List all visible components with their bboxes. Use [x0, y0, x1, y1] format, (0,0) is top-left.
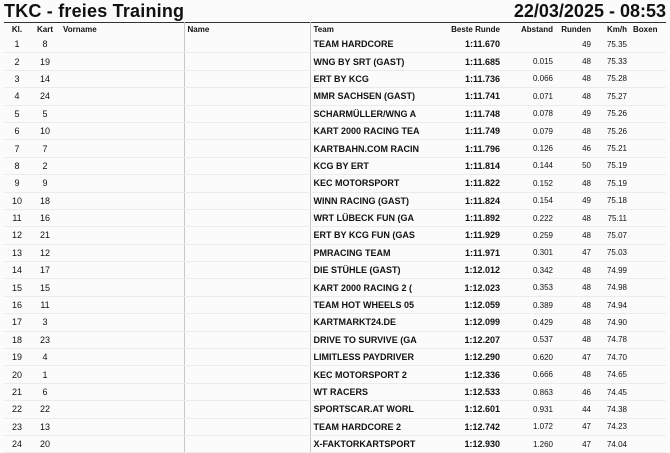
- cell-speed: 74.65: [594, 366, 630, 383]
- page-title: TKC - freies Training: [4, 1, 185, 21]
- table-row: [4, 70, 666, 87]
- cell-firstname: [60, 140, 184, 157]
- cell-lastname: [184, 53, 310, 70]
- cell-laps: 44: [556, 401, 594, 418]
- cell-laps: 48: [556, 88, 594, 105]
- cell-gap: 0.666: [506, 366, 556, 383]
- col-header-speed: Km/h: [607, 24, 627, 34]
- cell-speed: 75.03: [594, 244, 630, 261]
- cell-laps: 47: [556, 418, 594, 435]
- cell-team: KARTMARKT24.DE: [310, 314, 430, 331]
- cell-pits: [630, 349, 666, 366]
- cell-best-lap: 1:11.824: [430, 192, 506, 209]
- cell-kart: 12: [30, 244, 60, 261]
- cell-firstname: [60, 296, 184, 313]
- cell-laps: 48: [556, 314, 594, 331]
- cell-position: 16: [4, 296, 30, 313]
- cell-pits: [630, 122, 666, 139]
- cell-team: ERT BY KCG: [310, 70, 430, 87]
- cell-speed: 74.38: [594, 401, 630, 418]
- cell-speed: 75.26: [594, 105, 630, 122]
- col-header-laps: Runden: [561, 24, 591, 34]
- cell-lastname: [184, 36, 310, 53]
- cell-firstname: [60, 331, 184, 348]
- cell-speed: 74.23: [594, 418, 630, 435]
- cell-team: LIMITLESS PAYDRIVER: [310, 349, 430, 366]
- table-row: [4, 122, 666, 139]
- cell-kart: 24: [30, 88, 60, 105]
- col-header-position: Kl.: [11, 24, 23, 34]
- cell-firstname: [60, 366, 184, 383]
- cell-lastname: [184, 366, 310, 383]
- cell-kart: 19: [30, 53, 60, 70]
- cell-team: ERT BY KCG FUN (GAS: [310, 227, 430, 244]
- cell-best-lap: 1:11.741: [430, 88, 506, 105]
- cell-position: 20: [4, 366, 30, 383]
- cell-position: 18: [4, 331, 30, 348]
- cell-best-lap: 1:11.814: [430, 157, 506, 174]
- cell-gap: 0.079: [506, 122, 556, 139]
- cell-firstname: [60, 88, 184, 105]
- table-row: [4, 88, 666, 105]
- cell-best-lap: 1:11.736: [430, 70, 506, 87]
- cell-kart: 3: [30, 314, 60, 331]
- page-header: [4, 0, 666, 22]
- cell-pits: [630, 88, 666, 105]
- cell-team: KEC MOTORSPORT 2: [310, 366, 430, 383]
- cell-best-lap: 1:12.533: [430, 383, 506, 400]
- cell-laps: 48: [556, 262, 594, 279]
- cell-kart: 10: [30, 122, 60, 139]
- cell-firstname: [60, 70, 184, 87]
- table-row: [4, 192, 666, 209]
- cell-pits: [630, 53, 666, 70]
- cell-best-lap: 1:12.742: [430, 418, 506, 435]
- cell-position: 23: [4, 418, 30, 435]
- cell-position: 5: [4, 105, 30, 122]
- table-row: [4, 227, 666, 244]
- cell-gap: 0.222: [506, 209, 556, 226]
- cell-best-lap: 1:12.601: [430, 401, 506, 418]
- cell-best-lap: 1:11.748: [430, 105, 506, 122]
- cell-best-lap: 1:12.207: [430, 331, 506, 348]
- cell-kart: 18: [30, 192, 60, 209]
- cell-pits: [630, 157, 666, 174]
- cell-pits: [630, 140, 666, 157]
- cell-kart: 8: [30, 36, 60, 53]
- cell-lastname: [184, 105, 310, 122]
- cell-gap: 0.152: [506, 175, 556, 192]
- cell-speed: 75.26: [594, 122, 630, 139]
- cell-pits: [630, 36, 666, 53]
- cell-firstname: [60, 279, 184, 296]
- cell-team: DRIVE TO SURVIVE (GA: [310, 331, 430, 348]
- table-row: [4, 157, 666, 174]
- cell-speed: 74.90: [594, 314, 630, 331]
- table-row: [4, 314, 666, 331]
- cell-best-lap: 1:11.971: [430, 244, 506, 261]
- cell-lastname: [184, 140, 310, 157]
- cell-team: PMRACING TEAM: [310, 244, 430, 261]
- cell-team: TEAM HARDCORE 2: [310, 418, 430, 435]
- cell-position: 19: [4, 349, 30, 366]
- cell-position: 10: [4, 192, 30, 209]
- table-row: [4, 435, 666, 452]
- cell-kart: 17: [30, 262, 60, 279]
- cell-laps: 49: [556, 192, 594, 209]
- cell-pits: [630, 296, 666, 313]
- table-row: [4, 209, 666, 226]
- cell-team: WINN RACING (GAST): [310, 192, 430, 209]
- cell-position: 22: [4, 401, 30, 418]
- table-row: [4, 279, 666, 296]
- cell-lastname: [184, 383, 310, 400]
- cell-speed: 75.19: [594, 175, 630, 192]
- cell-position: 17: [4, 314, 30, 331]
- cell-speed: 75.18: [594, 192, 630, 209]
- cell-laps: 48: [556, 279, 594, 296]
- cell-laps: 46: [556, 383, 594, 400]
- cell-lastname: [184, 209, 310, 226]
- cell-best-lap: 1:12.930: [430, 435, 506, 452]
- cell-position: 7: [4, 140, 30, 157]
- cell-laps: 48: [556, 209, 594, 226]
- cell-kart: 14: [30, 70, 60, 87]
- cell-team: X-FAKTORKARTSPORT: [310, 435, 430, 452]
- cell-kart: 9: [30, 175, 60, 192]
- col-header-firstname: Vorname: [60, 22, 184, 36]
- cell-pits: [630, 262, 666, 279]
- cell-speed: 74.45: [594, 383, 630, 400]
- cell-best-lap: 1:11.796: [430, 140, 506, 157]
- cell-team: WT RACERS: [310, 383, 430, 400]
- cell-kart: 16: [30, 209, 60, 226]
- cell-laps: 47: [556, 349, 594, 366]
- table-row: [4, 331, 666, 348]
- cell-lastname: [184, 122, 310, 139]
- cell-pits: [630, 279, 666, 296]
- table-row: [4, 262, 666, 279]
- table-row: [4, 366, 666, 383]
- cell-lastname: [184, 70, 310, 87]
- cell-lastname: [184, 262, 310, 279]
- cell-kart: 7: [30, 140, 60, 157]
- cell-firstname: [60, 53, 184, 70]
- cell-best-lap: 1:11.685: [430, 53, 506, 70]
- cell-speed: 75.28: [594, 70, 630, 87]
- cell-lastname: [184, 244, 310, 261]
- cell-gap: 1.072: [506, 418, 556, 435]
- cell-best-lap: 1:11.749: [430, 122, 506, 139]
- cell-team: SCHARMÜLLER/WNG A: [310, 105, 430, 122]
- cell-position: 3: [4, 70, 30, 87]
- cell-speed: 74.98: [594, 279, 630, 296]
- cell-position: 9: [4, 175, 30, 192]
- cell-pits: [630, 244, 666, 261]
- cell-laps: 46: [556, 140, 594, 157]
- cell-team: MMR SACHSEN (GAST): [310, 88, 430, 105]
- cell-laps: 50: [556, 157, 594, 174]
- cell-position: 11: [4, 209, 30, 226]
- cell-team: KART 2000 RACING 2 (: [310, 279, 430, 296]
- cell-kart: 20: [30, 435, 60, 452]
- cell-speed: 75.27: [594, 88, 630, 105]
- cell-pits: [630, 105, 666, 122]
- cell-gap: 0.537: [506, 331, 556, 348]
- cell-position: 13: [4, 244, 30, 261]
- cell-team: WNG BY SRT (GAST): [310, 53, 430, 70]
- cell-position: 1: [4, 36, 30, 53]
- table-row: [4, 105, 666, 122]
- cell-team: KEC MOTORSPORT: [310, 175, 430, 192]
- cell-laps: 48: [556, 296, 594, 313]
- cell-laps: 48: [556, 53, 594, 70]
- cell-gap: 0.342: [506, 262, 556, 279]
- cell-laps: 48: [556, 175, 594, 192]
- cell-position: 15: [4, 279, 30, 296]
- cell-firstname: [60, 383, 184, 400]
- cell-best-lap: 1:12.290: [430, 349, 506, 366]
- cell-lastname: [184, 192, 310, 209]
- cell-gap: 0.078: [506, 105, 556, 122]
- cell-laps: 47: [556, 244, 594, 261]
- cell-gap: 0.620: [506, 349, 556, 366]
- cell-best-lap: 1:12.336: [430, 366, 506, 383]
- cell-kart: 1: [30, 366, 60, 383]
- cell-laps: 48: [556, 122, 594, 139]
- table-row: [4, 383, 666, 400]
- cell-team: SPORTSCAR.AT WORL: [310, 401, 430, 418]
- cell-pits: [630, 331, 666, 348]
- cell-position: 2: [4, 53, 30, 70]
- cell-position: 4: [4, 88, 30, 105]
- cell-laps: 48: [556, 227, 594, 244]
- col-header-lastname: Name: [184, 22, 310, 36]
- cell-kart: 4: [30, 349, 60, 366]
- cell-pits: [630, 366, 666, 383]
- cell-lastname: [184, 349, 310, 366]
- cell-best-lap: 1:11.670: [430, 36, 506, 53]
- cell-position: 12: [4, 227, 30, 244]
- table-row: [4, 401, 666, 418]
- table-row: [4, 140, 666, 157]
- cell-speed: 74.70: [594, 349, 630, 366]
- cell-kart: 23: [30, 331, 60, 348]
- cell-position: 8: [4, 157, 30, 174]
- cell-kart: 5: [30, 105, 60, 122]
- cell-lastname: [184, 401, 310, 418]
- cell-lastname: [184, 331, 310, 348]
- cell-gap: 0.066: [506, 70, 556, 87]
- cell-speed: 75.19: [594, 157, 630, 174]
- cell-firstname: [60, 314, 184, 331]
- col-header-gap: Abstand: [521, 24, 553, 34]
- cell-team: TEAM HOT WHEELS 05: [310, 296, 430, 313]
- cell-gap: 0.071: [506, 88, 556, 105]
- col-header-best-lap: Beste Runde: [451, 24, 500, 34]
- cell-speed: 75.11: [594, 209, 630, 226]
- table-row: [4, 296, 666, 313]
- cell-best-lap: 1:11.892: [430, 209, 506, 226]
- table-row: [4, 36, 666, 53]
- cell-team: WRT LÜBECK FUN (GA: [310, 209, 430, 226]
- cell-gap: 0.144: [506, 157, 556, 174]
- cell-pits: [630, 401, 666, 418]
- table-row: [4, 175, 666, 192]
- cell-position: 6: [4, 122, 30, 139]
- cell-firstname: [60, 36, 184, 53]
- cell-speed: 75.21: [594, 140, 630, 157]
- table-row: [4, 349, 666, 366]
- cell-position: 21: [4, 383, 30, 400]
- cell-kart: 6: [30, 383, 60, 400]
- cell-kart: 2: [30, 157, 60, 174]
- cell-pits: [630, 227, 666, 244]
- cell-best-lap: 1:11.822: [430, 175, 506, 192]
- cell-best-lap: 1:12.023: [430, 279, 506, 296]
- table-row: [4, 244, 666, 261]
- cell-pits: [630, 383, 666, 400]
- cell-laps: 48: [556, 70, 594, 87]
- cell-gap: 1.260: [506, 435, 556, 452]
- cell-best-lap: 1:12.012: [430, 262, 506, 279]
- col-header-team: Team: [313, 24, 334, 34]
- cell-team: TEAM HARDCORE: [310, 36, 430, 53]
- cell-firstname: [60, 122, 184, 139]
- cell-laps: 48: [556, 366, 594, 383]
- cell-firstname: [60, 157, 184, 174]
- cell-position: 14: [4, 262, 30, 279]
- table-row: [4, 53, 666, 70]
- cell-gap: 0.154: [506, 192, 556, 209]
- cell-lastname: [184, 88, 310, 105]
- cell-team: KARTBAHN.COM RACIN: [310, 140, 430, 157]
- results-table: [4, 22, 666, 453]
- cell-gap: 0.863: [506, 383, 556, 400]
- col-header-pits: Boxen: [633, 24, 658, 34]
- cell-firstname: [60, 262, 184, 279]
- cell-pits: [630, 435, 666, 452]
- cell-firstname: [60, 175, 184, 192]
- cell-kart: 13: [30, 418, 60, 435]
- cell-speed: 75.33: [594, 53, 630, 70]
- cell-kart: 15: [30, 279, 60, 296]
- cell-laps: 49: [556, 36, 594, 53]
- cell-gap: 0.389: [506, 296, 556, 313]
- cell-gap: 0.126: [506, 140, 556, 157]
- cell-lastname: [184, 314, 310, 331]
- cell-best-lap: 1:11.929: [430, 227, 506, 244]
- cell-firstname: [60, 349, 184, 366]
- cell-speed: 74.78: [594, 331, 630, 348]
- cell-gap: 0.429: [506, 314, 556, 331]
- cell-lastname: [184, 227, 310, 244]
- cell-gap: [506, 36, 556, 53]
- cell-team: KCG BY ERT: [310, 157, 430, 174]
- cell-speed: 75.07: [594, 227, 630, 244]
- cell-kart: 22: [30, 401, 60, 418]
- cell-best-lap: 1:12.099: [430, 314, 506, 331]
- cell-kart: 21: [30, 227, 60, 244]
- cell-pits: [630, 314, 666, 331]
- cell-lastname: [184, 296, 310, 313]
- cell-firstname: [60, 401, 184, 418]
- cell-speed: 74.99: [594, 262, 630, 279]
- cell-team: KART 2000 RACING TEA: [310, 122, 430, 139]
- cell-speed: 74.94: [594, 296, 630, 313]
- cell-pits: [630, 192, 666, 209]
- cell-speed: 74.04: [594, 435, 630, 452]
- cell-pits: [630, 175, 666, 192]
- cell-position: 24: [4, 435, 30, 452]
- cell-lastname: [184, 157, 310, 174]
- cell-laps: 48: [556, 331, 594, 348]
- cell-firstname: [60, 227, 184, 244]
- cell-gap: 0.931: [506, 401, 556, 418]
- cell-kart: 11: [30, 296, 60, 313]
- cell-lastname: [184, 435, 310, 452]
- table-header-row: [4, 22, 666, 36]
- cell-team: DIE STÜHLE (GAST): [310, 262, 430, 279]
- cell-gap: 0.015: [506, 53, 556, 70]
- cell-gap: 0.353: [506, 279, 556, 296]
- cell-firstname: [60, 209, 184, 226]
- cell-gap: 0.259: [506, 227, 556, 244]
- cell-firstname: [60, 435, 184, 452]
- cell-lastname: [184, 279, 310, 296]
- cell-firstname: [60, 244, 184, 261]
- cell-laps: 49: [556, 105, 594, 122]
- cell-firstname: [60, 192, 184, 209]
- cell-laps: 47: [556, 435, 594, 452]
- cell-speed: 75.35: [594, 36, 630, 53]
- cell-lastname: [184, 175, 310, 192]
- cell-pits: [630, 70, 666, 87]
- cell-gap: 0.301: [506, 244, 556, 261]
- cell-best-lap: 1:12.059: [430, 296, 506, 313]
- col-header-kart: Kart: [36, 24, 53, 34]
- cell-firstname: [60, 105, 184, 122]
- cell-pits: [630, 209, 666, 226]
- session-datetime: 22/03/2025 - 08:53: [513, 1, 666, 21]
